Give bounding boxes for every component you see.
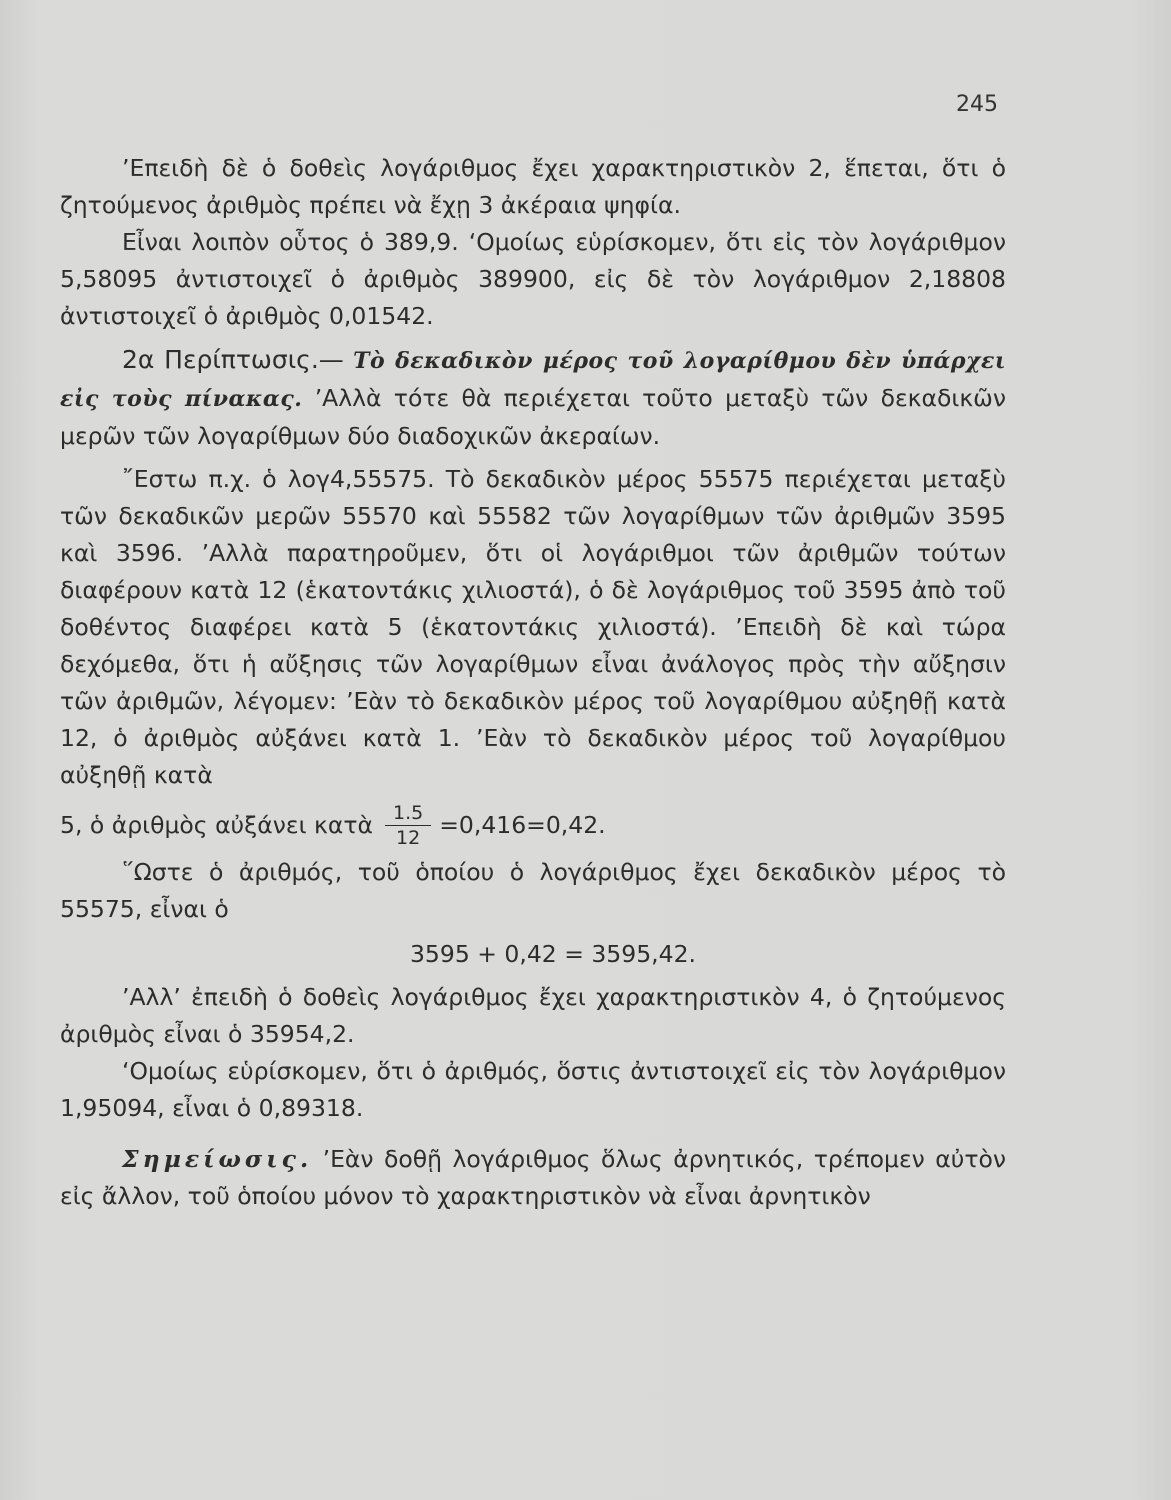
paragraph-result: ῞Ωστε ὁ ἀριθμός, τοῦ ὁποίου ὁ λογάριθμος ἔχει δεκαδικὸν μέρος τὸ 55575, εἶναι ὁ bbox=[60, 858, 1006, 923]
case-text: ’Αλλὰ τότε θὰ περιέχεται τοῦτο μεταξὺ τῶν δεκαδικῶν μερῶν τῶν λογαρίθμων δύο διαδοχικῶν ἀκεραίων. bbox=[60, 384, 1006, 450]
case-paragraph bbox=[60, 341, 1006, 455]
fraction-numerator: 1.5 bbox=[385, 803, 431, 826]
note-paragraph bbox=[60, 1141, 1006, 1215]
fraction bbox=[385, 803, 431, 848]
paragraph-2: Εἶναι λοιπὸν οὗτος ὁ 389,9. ‘Ομοίως εὑρίσκομεν, ὅτι εἰς τὸν λογάριθμον 5,58095 ἀντιστοιχεῖ ὁ ἀριθμὸς 389900, εἰς δὲ τὸν λογάριθμον 2,18808 ἀντιστοιχεῖ ὁ ἀριθμὸς 0,01542. bbox=[60, 228, 1006, 330]
equation: 3595 + 0,42 = 3595,42. bbox=[409, 940, 697, 968]
fraction-result: =0,416=0,42. bbox=[439, 810, 606, 839]
fraction-line bbox=[60, 796, 1006, 854]
note-text: ’Εὰν δοθῇ λογάριθμος ὅλως ἀρνητικός, τρέπομεν αὐτὸν εἰς ἄλλον, τοῦ ὁποίου μόνον τὸ χαρακτηριστικὸν νὰ εἶναι ἀρνητικὸν bbox=[60, 1145, 1006, 1210]
paragraph-1: ’Επειδὴ δὲ ὁ δοθεὶς λογάριθμος ἔχει χαρακτηριστικὸν 2, ἕπεται, ὅτι ὁ ζητούμενος ἀριθμὸς πρέπει νὰ ἔχῃ 3 ἀκέραια ψηφία. bbox=[60, 154, 1006, 219]
page-body bbox=[60, 150, 1006, 1215]
paragraph-characteristic: ’Αλλ’ ἐπειδὴ ὁ δοθεὶς λογάριθμος ἔχει χαρακτηριστικὸν 4, ὁ ζητούμενος ἀριθμὸς εἶναι ὁ 35954,2. bbox=[60, 983, 1006, 1048]
case-title: Τὸ δεκαδικὸν μέρος τοῦ λογαρίθμου δὲν ὑπάρχει εἰς τοὺς πίνακας. bbox=[60, 348, 1007, 412]
paragraph-similarly: ‘Ομοίως εὑρίσκομεν, ὅτι ὁ ἀριθμός, ὅστις ἀντιστοιχεῖ εἰς τὸν λογάριθμον 1,95094, εἶναι ὁ 0,89318. bbox=[60, 1057, 1006, 1122]
fraction-prefix: 5, ὁ ἀριθμὸς αὐξάνει κατὰ bbox=[60, 810, 373, 839]
case-label: 2α Περίπτωσις.— bbox=[122, 345, 344, 374]
note-label: Σημείωσις. bbox=[122, 1145, 313, 1173]
page-number: 245 bbox=[956, 92, 998, 117]
fraction-denominator: 12 bbox=[396, 826, 421, 849]
example-paragraph: ῎Εστω π.χ. ὁ λογ4,55575. Τὸ δεκαδικὸν μέρος 55575 περιέχεται μεταξὺ τῶν δεκαδικῶν μερῶν 55570 καὶ 55582 τῶν λογαρίθμων τῶν ἀριθμῶν 3595 καὶ 3596. ’Αλλὰ παρατηροῦμεν, ὅτι οἱ λογάριθμοι τῶν ἀριθμῶν τούτων διαφέρουν κατὰ 12 (ἑκατοντάκις χιλιοστά), ὁ δὲ λογάριθμος τοῦ 3595 ἀπὸ τοῦ δοθέντος διαφέρει κατὰ 5 (ἑκατοντάκις χιλιοστά). ’Επειδὴ δὲ καὶ τώρα δεχόμεθα, ὅτι ἡ αὔξησις τῶν λογαρίθμων εἶναι ἀνάλογος πρὸς τὴν αὔξησιν τῶν ἀριθμῶν, λέγομεν: ’Εὰν τὸ δεκαδικὸν μέρος τοῦ λογαρίθμου αὐξηθῇ κατὰ 12, ὁ ἀριθμὸς αὐξάνει κατὰ 1. ’Εὰν τὸ δεκαδικὸν μέρος τοῦ λογαρίθμου αὐξηθῇ κατὰ bbox=[60, 465, 1006, 789]
